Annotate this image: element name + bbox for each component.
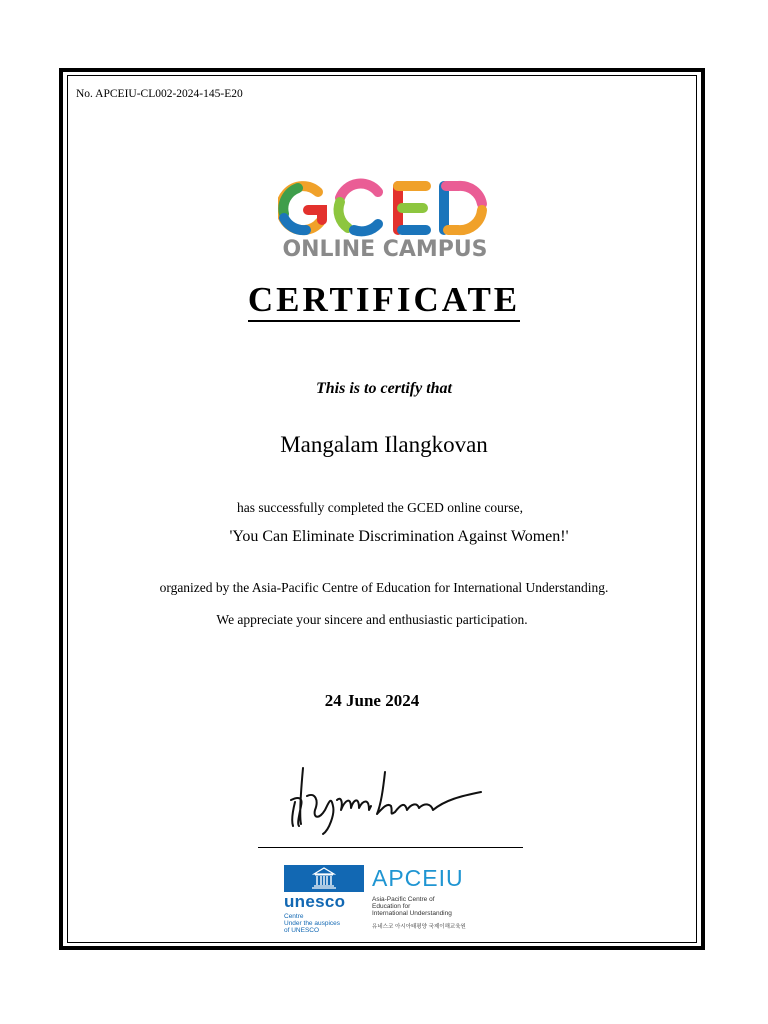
unesco-logo: [284, 865, 364, 937]
logo-letter-e: [398, 186, 426, 230]
certificate-number: No. APCEIU-CL002-2024-145-E20: [76, 88, 243, 100]
organizer-statement: organized by the Asia-Pacific Centre of Education for International Understanding.: [159, 580, 609, 595]
appreciation-statement: We appreciate your sincere and enthusiastic participation.: [216, 612, 528, 627]
apceiu-description-line: Asia-Pacific Centre of: [372, 896, 435, 903]
apceiu-description: [372, 896, 482, 917]
logo-letter-g: [281, 186, 322, 230]
apceiu-description-line: International Understanding: [372, 910, 452, 917]
certificate-title: CERTIFICATE: [248, 280, 520, 322]
logo-subtitle: ONLINE CAMPUS: [282, 237, 488, 260]
unesco-subtitle: [284, 913, 364, 934]
certify-statement: This is to certify that: [316, 380, 452, 397]
logo-letter-c: [339, 184, 378, 232]
apceiu-logo: [372, 865, 482, 937]
issue-date: 24 June 2024: [324, 691, 420, 710]
gced-online-campus-logo: [278, 178, 493, 260]
signature-line: [258, 847, 523, 848]
apceiu-korean-name: 유네스코 아시아태평양 국제이해교육원: [372, 924, 466, 930]
recipient-name: Mangalam Ilangkovan: [280, 432, 488, 457]
unesco-emblem-box: [284, 865, 364, 892]
apceiu-description-line: Education for: [372, 903, 411, 910]
logo-letter-d: [444, 186, 482, 230]
unesco-temple-icon: [284, 865, 364, 892]
certificate-title-wrap: [0, 280, 768, 322]
completion-statement: has successfully completed the GCED online course,: [236, 500, 524, 515]
unesco-subtitle-line: Under the auspices: [284, 920, 341, 927]
unesco-subtitle-line: Centre: [284, 913, 304, 920]
signature-image: [285, 760, 490, 840]
unesco-subtitle-line: of UNESCO: [284, 927, 320, 934]
apceiu-wordmark: APCEIU: [372, 865, 464, 891]
unesco-wordmark: unesco: [284, 892, 346, 911]
course-title: 'You Can Eliminate Discrimination Against Women!': [229, 528, 569, 545]
